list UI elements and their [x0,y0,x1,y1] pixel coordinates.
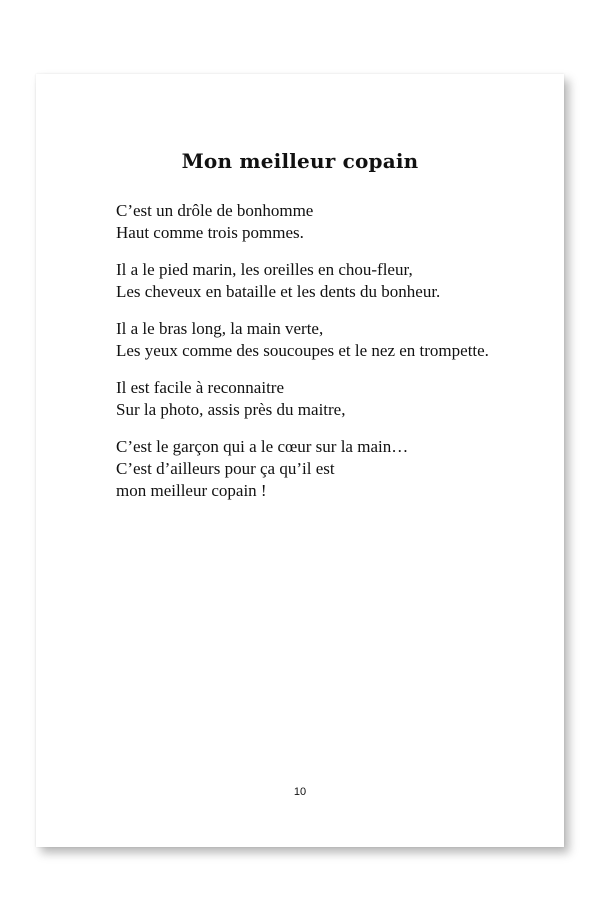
stanza [116,259,556,303]
stanza [116,200,556,244]
poem-line: Il est facile à reconnaitre [116,378,285,397]
poem-line: C’est le garçon qui a le cœur sur la main… [116,437,409,456]
poem-line: Les yeux comme des soucoupes et le nez en trompette. [116,341,489,360]
poem-title: Mon meilleur copain [181,149,419,173]
poem-body [116,200,556,517]
poem-line: Les cheveux en bataille et les dents du bonheur. [116,282,441,301]
poem-line: mon meilleur copain ! [116,481,267,500]
poem-line: Sur la photo, assis près du maitre, [116,400,346,419]
poem-line: C’est d’ailleurs pour ça qu’il est [116,459,335,478]
stanza [116,436,556,502]
poem-line: Haut comme trois pommes. [116,223,304,242]
poem-line: C’est un drôle de bonhomme [116,201,314,220]
book-page [36,74,564,847]
page-number: 10 [293,786,307,798]
poem-line: Il a le pied marin, les oreilles en chou-fleur, [116,260,413,279]
stanza [116,318,556,362]
poem-line: Il a le bras long, la main verte, [116,319,324,338]
stanza [116,377,556,421]
